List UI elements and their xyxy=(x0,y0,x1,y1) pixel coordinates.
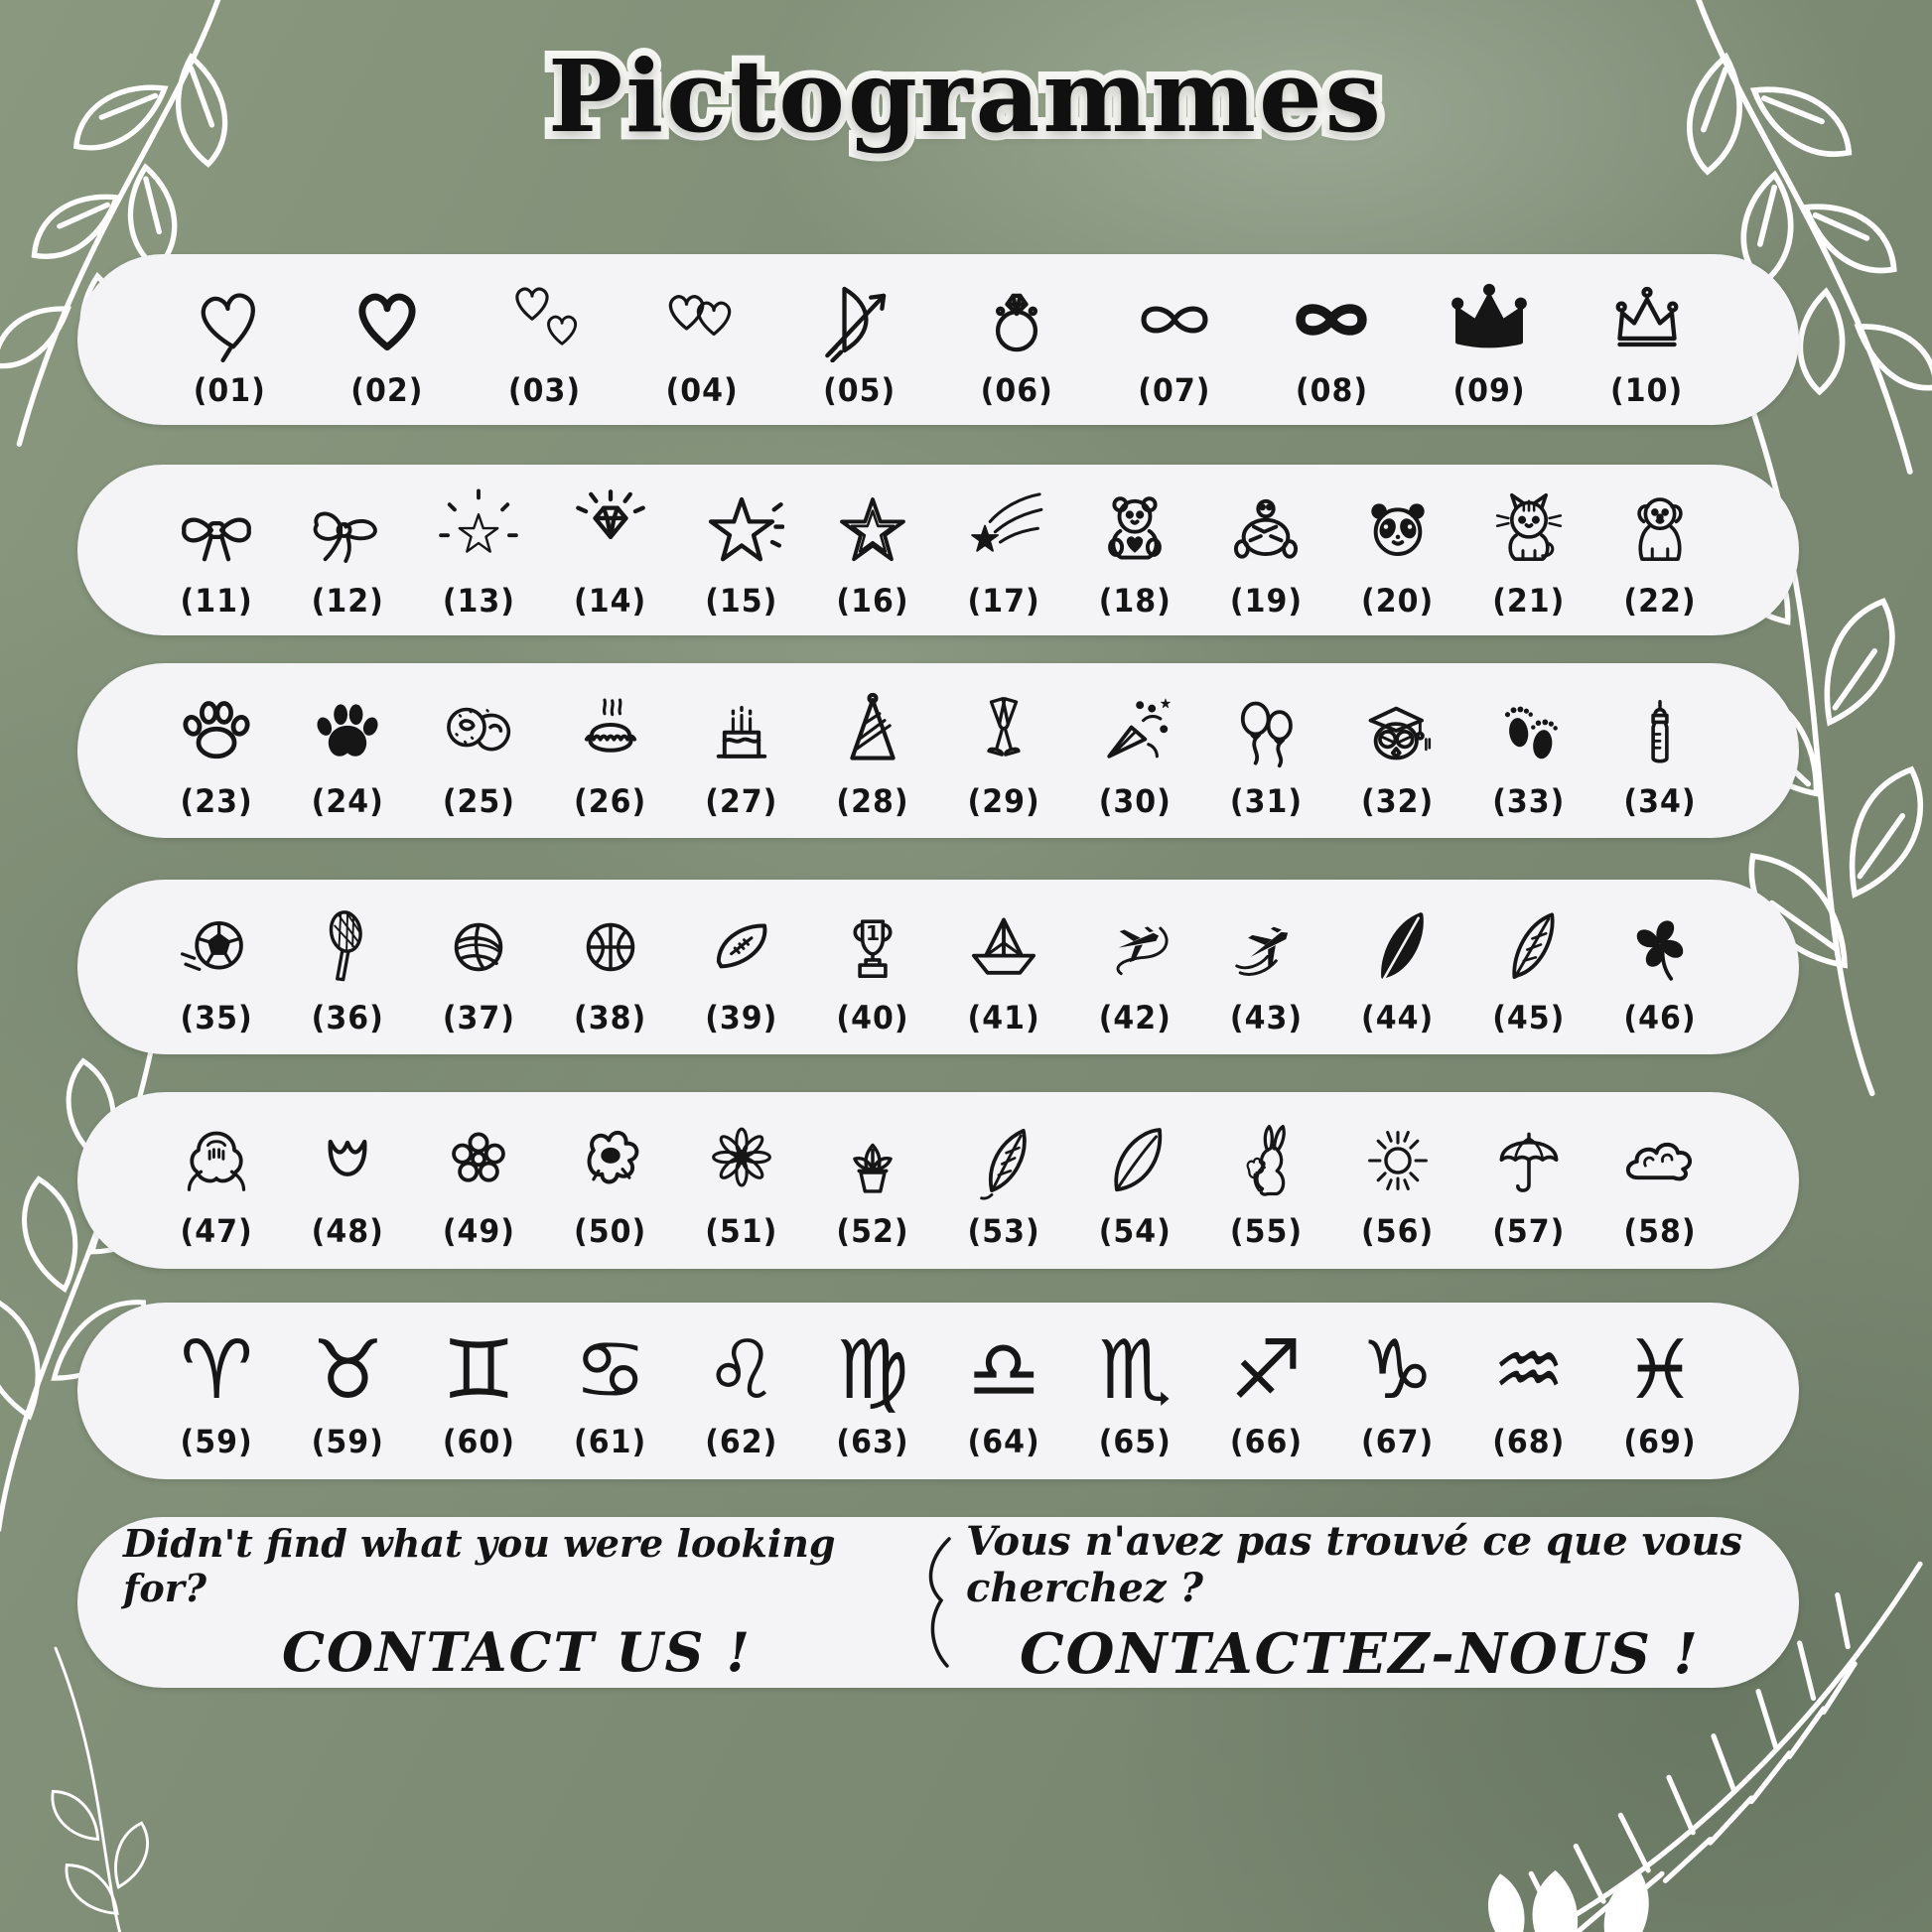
contact-french xyxy=(966,1518,1753,1687)
umbrella-icon xyxy=(1486,1113,1572,1208)
crown-doodle-icon xyxy=(1604,272,1690,367)
pictogram-number: (30) xyxy=(1098,782,1172,820)
pictogram-number: (56) xyxy=(1361,1212,1435,1250)
pictogram-number: (42) xyxy=(1098,999,1172,1036)
pictogram-number: (08) xyxy=(1295,371,1369,409)
pictogram-cell xyxy=(151,1113,282,1249)
pictogram-cell xyxy=(1200,683,1331,819)
pictogram-cell xyxy=(676,899,807,1035)
pictogram-number: (05) xyxy=(823,371,897,409)
cat-icon xyxy=(1486,483,1572,578)
pictogram-number: (22) xyxy=(1623,582,1697,620)
paw-filled-icon xyxy=(305,683,390,778)
pictogram-number: (09) xyxy=(1452,371,1526,409)
pictogram-cell xyxy=(1463,1113,1594,1249)
pictogram-cell xyxy=(1463,1323,1594,1459)
pictogram-cell xyxy=(807,683,938,819)
pictogram-cell xyxy=(282,683,413,819)
donuts-icon xyxy=(436,683,521,778)
pictogram-cell xyxy=(1069,483,1200,619)
diamond-gem-icon xyxy=(568,483,653,578)
pictogram-row-3 xyxy=(77,663,1799,838)
panda-icon xyxy=(1355,483,1441,578)
contact-cta-en: CONTACT US ! xyxy=(281,1620,753,1684)
pictogram-cell xyxy=(938,483,1069,619)
pictogram-cell xyxy=(780,272,938,408)
pictogram-number: (06) xyxy=(980,371,1053,409)
heart-bold-icon xyxy=(345,272,430,367)
plane-loop-icon xyxy=(1092,899,1177,995)
pictogram-cell xyxy=(1200,1113,1331,1249)
pictogram-number: (40) xyxy=(836,999,909,1036)
pictogram-cell xyxy=(413,1113,544,1249)
pictogram-cell xyxy=(151,272,309,408)
pictogram-cell xyxy=(938,899,1069,1035)
pictogram-number: (04) xyxy=(665,371,739,409)
feather-filled-icon xyxy=(1355,899,1441,995)
pictogram-number: (10) xyxy=(1610,371,1684,409)
pictogram-number: (45) xyxy=(1492,999,1566,1036)
pictogram-cell xyxy=(1096,272,1254,408)
pictogram-number: (69) xyxy=(1623,1423,1697,1460)
soccer-ball-icon xyxy=(174,899,259,995)
zodiac-taurus-icon: ♉ xyxy=(311,1322,385,1418)
pictogram-number: (13) xyxy=(442,582,516,620)
pictogram-cell xyxy=(807,899,938,1035)
champagne-glasses-icon xyxy=(961,683,1046,778)
pictogram-cell xyxy=(938,1113,1069,1249)
pictogram-cell xyxy=(807,1323,938,1459)
tulip-icon xyxy=(305,1113,390,1208)
pictogram-cell xyxy=(413,683,544,819)
shooting-star-icon xyxy=(961,483,1046,578)
pictogram-cell xyxy=(1463,483,1594,619)
diamond-ring-icon xyxy=(974,272,1059,367)
pictogram-cell xyxy=(1463,683,1594,819)
heart-doodle-icon xyxy=(187,272,272,367)
pictogram-number: (65) xyxy=(1098,1423,1172,1460)
bow-ribbon-icon xyxy=(174,483,259,578)
pictogram-cell xyxy=(1253,272,1411,408)
pictogram-cell xyxy=(1594,1113,1725,1249)
pictogram-cell xyxy=(1200,899,1331,1035)
pictogram-cell xyxy=(151,683,282,819)
graduation-owl-icon xyxy=(1355,683,1441,778)
zodiac-leo-icon: ♌ xyxy=(705,1322,778,1418)
pictogram-row-1 xyxy=(77,254,1799,425)
four-leaf-clover-icon xyxy=(1617,899,1703,995)
pictogram-cell xyxy=(151,483,282,619)
squiggle-divider-icon xyxy=(915,1533,961,1672)
pictogram-cell xyxy=(1332,1323,1463,1459)
pictogram-number: (27) xyxy=(705,782,778,820)
zodiac-aries-icon: ♈ xyxy=(180,1322,253,1418)
pictogram-number: (58) xyxy=(1623,1212,1697,1250)
pictogram-cell xyxy=(1463,899,1594,1035)
zodiac-gemini-icon: ♊ xyxy=(442,1322,516,1418)
pictogram-number: (16) xyxy=(836,582,909,620)
pictogram-number: (26) xyxy=(574,782,647,820)
pictogram-cell xyxy=(1200,483,1331,619)
pictogram-number: (67) xyxy=(1361,1423,1435,1460)
basketball-icon xyxy=(568,899,653,995)
pictogram-cell xyxy=(1594,483,1725,619)
pictogram-cell xyxy=(545,1113,676,1249)
pictogram-cell xyxy=(309,272,467,408)
pictogram-cell xyxy=(1568,272,1725,408)
pictogram-cell xyxy=(413,1323,544,1459)
pictogram-number: (47) xyxy=(180,1212,253,1250)
pictogram-cell xyxy=(282,899,413,1035)
pictogram-number: (61) xyxy=(574,1423,647,1460)
pictogram-number: (55) xyxy=(1229,1212,1304,1250)
pictogram-cell xyxy=(1069,1113,1200,1249)
crown-filled-icon xyxy=(1447,272,1532,367)
pictogram-cell xyxy=(151,1323,282,1459)
pictogram-cell xyxy=(545,1323,676,1459)
pictogram-number: (35) xyxy=(180,999,253,1036)
pictogram-cell xyxy=(545,899,676,1035)
pictogram-cell xyxy=(1332,899,1463,1035)
pictogram-number: (59) xyxy=(311,1423,384,1460)
pictogram-number: (68) xyxy=(1492,1423,1566,1460)
star-dash-icon xyxy=(699,483,784,578)
balloons-icon xyxy=(1223,683,1309,778)
pictogram-cell xyxy=(623,272,781,408)
zodiac-virgo-icon: ♍ xyxy=(836,1322,909,1418)
pictogram-cell xyxy=(282,1323,413,1459)
contact-cta-fr: CONTACTEZ-NOUS ! xyxy=(1020,1621,1700,1687)
pictogram-cell xyxy=(676,1113,807,1249)
pictogram-number: (46) xyxy=(1623,999,1697,1036)
pictogram-cell xyxy=(1069,899,1200,1035)
contact-banner xyxy=(77,1517,1799,1688)
pictogram-cell xyxy=(1069,683,1200,819)
contact-question-en: Didn't find what you were looking for? xyxy=(123,1521,836,1610)
contact-question-fr: Vous n'avez pas trouvé ce que vous cherchez ? xyxy=(966,1518,1743,1611)
leaf-icon xyxy=(1092,1113,1177,1208)
zodiac-aquarius-icon: ♒ xyxy=(1492,1322,1566,1418)
pictogram-number: (34) xyxy=(1623,782,1697,820)
party-popper-icon xyxy=(1092,683,1177,778)
pictogram-cell xyxy=(1594,899,1725,1035)
pictogram-cell xyxy=(282,483,413,619)
zodiac-pisces-icon: ♓ xyxy=(1623,1322,1697,1418)
paw-outline-icon xyxy=(174,683,259,778)
pictogram-cell xyxy=(1594,1323,1725,1459)
pictogram-number: (39) xyxy=(705,999,778,1036)
pictogram-number: (20) xyxy=(1361,582,1435,620)
pictogram-cell xyxy=(938,1323,1069,1459)
pictogram-number: (37) xyxy=(442,999,516,1036)
pictogram-cell xyxy=(1069,1323,1200,1459)
pictogram-number: (28) xyxy=(836,782,909,820)
pictogram-number: (33) xyxy=(1492,782,1566,820)
pictogram-cell xyxy=(676,483,807,619)
pictogram-row-4 xyxy=(77,880,1799,1054)
pie-icon xyxy=(568,683,653,778)
poppy-icon xyxy=(568,1113,653,1208)
pictogram-number: (49) xyxy=(442,1212,516,1250)
leaf-sprig-icon xyxy=(961,1113,1046,1208)
zodiac-capricorn-icon: ♑ xyxy=(1360,1322,1435,1418)
contact-divider xyxy=(910,1533,966,1672)
pictogram-cell xyxy=(676,683,807,819)
daisy-icon xyxy=(699,1113,784,1208)
zodiac-cancer-icon: ♋ xyxy=(573,1322,647,1418)
page-title: Pictogrammes Pictogrammes xyxy=(548,38,1384,155)
dog-icon xyxy=(1617,483,1703,578)
pictogram-number: (15) xyxy=(705,582,778,620)
pictogram-number: (57) xyxy=(1492,1212,1566,1250)
pictogram-number: (21) xyxy=(1492,582,1566,620)
pictogram-number: (32) xyxy=(1361,782,1435,820)
contact-english xyxy=(123,1521,910,1684)
pictogram-number: (66) xyxy=(1229,1423,1304,1460)
pictogram-number: (29) xyxy=(967,782,1040,820)
football-icon xyxy=(699,899,784,995)
party-hat-icon xyxy=(830,683,915,778)
bow-and-arrow-icon xyxy=(817,272,902,367)
feather-outline-icon xyxy=(1486,899,1572,995)
pictogram-number: (60) xyxy=(442,1423,516,1460)
pictogram-number: (18) xyxy=(1098,582,1172,620)
rabbit-icon xyxy=(1223,1113,1309,1208)
infinity-bold-icon xyxy=(1289,272,1374,367)
pictogram-number: (31) xyxy=(1229,782,1304,820)
pictogram-cell xyxy=(545,683,676,819)
plane-takeoff-icon xyxy=(1223,899,1309,995)
pictogram-number: (48) xyxy=(311,1212,384,1250)
pictogram-number: (17) xyxy=(967,582,1040,620)
pictogram-row-5 xyxy=(77,1092,1799,1269)
pictogram-number: (12) xyxy=(311,582,384,620)
hearts-two-icon xyxy=(501,272,587,367)
pictogram-number: (50) xyxy=(574,1212,647,1250)
pictogram-cell xyxy=(413,483,544,619)
pictogram-cell xyxy=(282,1113,413,1249)
pictogram-cell xyxy=(1332,683,1463,819)
pictogram-number: (54) xyxy=(1098,1212,1172,1250)
pictogram-number: (51) xyxy=(705,1212,778,1250)
pictogram-cell xyxy=(1332,483,1463,619)
zodiac-libra-icon: ♎ xyxy=(967,1322,1040,1418)
zodiac-scorpio-icon: ♏ xyxy=(1098,1322,1173,1418)
pictogram-cell xyxy=(466,272,623,408)
pictogram-number: (59) xyxy=(180,1423,253,1460)
pictogram-number: (53) xyxy=(967,1212,1040,1250)
pictogram-number: (24) xyxy=(311,782,384,820)
star-sparkle-icon xyxy=(436,483,521,578)
pictogram-number: (52) xyxy=(836,1212,909,1250)
pictogram-number: (44) xyxy=(1361,999,1435,1036)
pictogram-number: (11) xyxy=(180,582,253,620)
pictogram-number: (02) xyxy=(350,371,424,409)
pictogram-cell xyxy=(413,899,544,1035)
pictogram-number: (07) xyxy=(1138,371,1211,409)
pictogram-row-2 xyxy=(77,465,1799,635)
pictogram-number: (64) xyxy=(967,1423,1040,1460)
pictogram-number: (38) xyxy=(574,999,647,1036)
baby-feet-icon xyxy=(1486,683,1572,778)
header xyxy=(0,38,1932,155)
pictogram-cell xyxy=(807,483,938,619)
pictogram-number: (25) xyxy=(442,782,516,820)
pictogram-number: (23) xyxy=(180,782,253,820)
pictogram-cell xyxy=(1332,1113,1463,1249)
pictogram-number: (43) xyxy=(1229,999,1304,1036)
trophy-icon xyxy=(830,899,915,995)
pictogram-number: (36) xyxy=(311,999,384,1036)
pictogram-cell xyxy=(807,1113,938,1249)
pictogram-number: (62) xyxy=(705,1423,778,1460)
pictogram-number: (19) xyxy=(1229,582,1304,620)
pictogram-cell xyxy=(1411,272,1569,408)
zodiac-sagittarius-icon: ♐ xyxy=(1229,1322,1304,1418)
cloud-icon xyxy=(1617,1113,1703,1208)
pictogram-cell xyxy=(1594,683,1725,819)
pictogram-number: (41) xyxy=(967,999,1040,1036)
pictogram-row-6 xyxy=(77,1303,1799,1479)
hearts-overlap-icon xyxy=(659,272,745,367)
paper-boat-icon xyxy=(961,899,1046,995)
pictogram-cell xyxy=(1200,1323,1331,1459)
sun-icon xyxy=(1355,1113,1441,1208)
pictogram-cell xyxy=(676,1323,807,1459)
ribbon-bow-icon xyxy=(305,483,390,578)
pictogram-number: (14) xyxy=(574,582,647,620)
svg-text:1: 1 xyxy=(865,920,881,945)
pictogram-cell xyxy=(151,899,282,1035)
pictogram-cell xyxy=(545,483,676,619)
peony-icon xyxy=(174,1113,259,1208)
potted-plant-icon xyxy=(830,1113,915,1208)
tennis-racket-icon xyxy=(305,899,390,995)
pictogram-number: (01) xyxy=(193,371,266,409)
pictogram-number: (03) xyxy=(507,371,582,409)
star-sketch-icon xyxy=(830,483,915,578)
turtle-icon xyxy=(1223,483,1309,578)
pictogram-cell xyxy=(938,272,1096,408)
teddy-bear-icon xyxy=(1092,483,1177,578)
pictogram-number: (63) xyxy=(836,1423,909,1460)
infinity-icon xyxy=(1132,272,1217,367)
birthday-cake-icon xyxy=(699,683,784,778)
baby-bottle-icon xyxy=(1617,683,1703,778)
flower-icon xyxy=(436,1113,521,1208)
volleyball-icon xyxy=(436,899,521,995)
pictogram-cell xyxy=(938,683,1069,819)
